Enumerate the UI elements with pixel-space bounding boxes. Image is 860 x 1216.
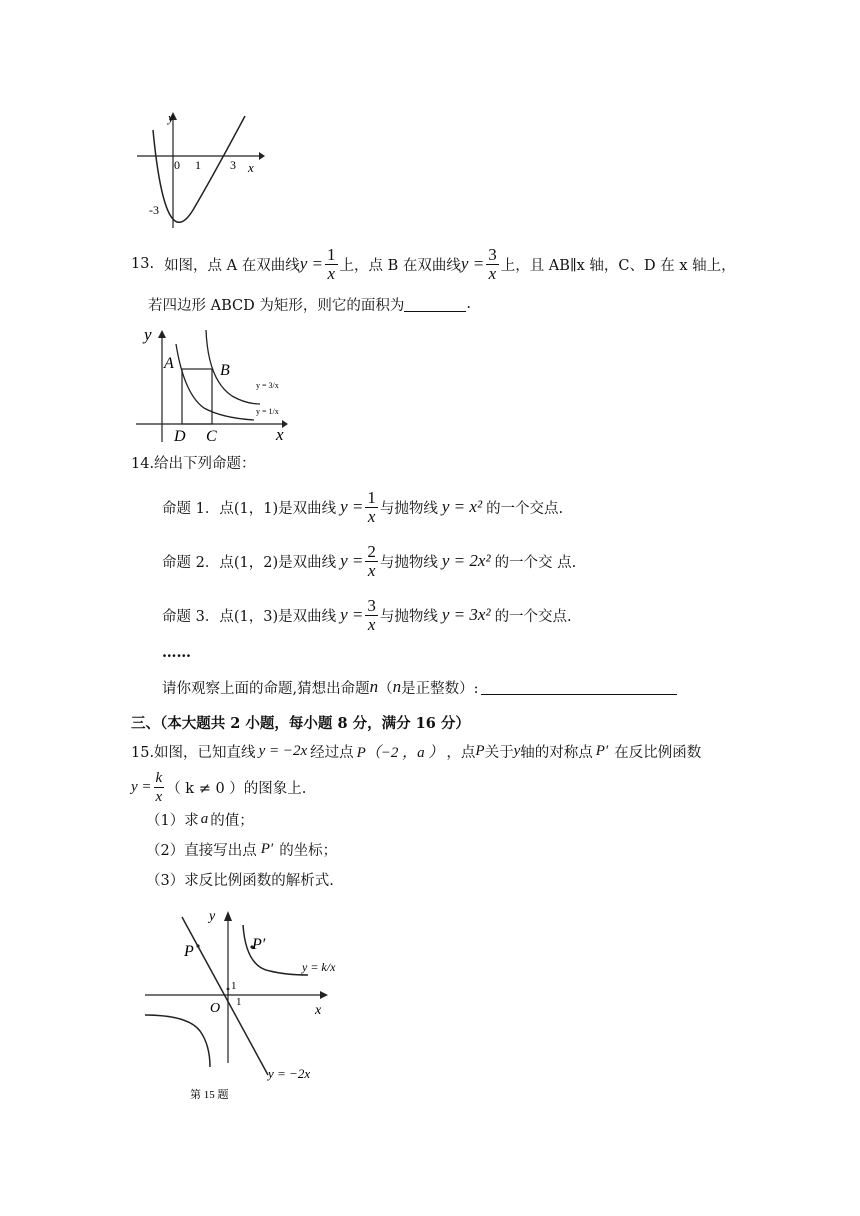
q14-p3-mid: 与抛物线 [379, 608, 438, 625]
curve-label-1-over-x: y = 1/x [256, 407, 279, 416]
q15-line-2: y = $\frac{k}{x}$ （ k ≠ 0 ）的图象上. [131, 769, 307, 805]
q15-l1-end: 在反比例函数 [614, 744, 702, 761]
q14-p3-post: 的一个交点. [494, 608, 572, 625]
q14-p1-post: 的一个交点. [486, 500, 564, 517]
point-D-label: D [174, 428, 186, 444]
q14-p2-fraction: $\frac{2}{x}$ [367, 541, 376, 580]
x-axis-label: x [315, 1003, 322, 1018]
q14-p2-text: 命题 2．点(1，2)是双曲线 [162, 554, 337, 571]
tick-label-3: 3 [230, 158, 236, 172]
q15-l1-pre: 15.如图，已知直线 [131, 744, 256, 761]
q14-p2-parabola: y = 2x² [441, 551, 491, 570]
q15-l1-post: 轴的对称点 [520, 744, 593, 761]
q14-p1-mid: 与抛物线 [379, 500, 438, 517]
tick-label-y-1: 1 [231, 980, 237, 992]
q13-text-3: 上，且 AB∥x 轴，C、D 在 x 轴上， [500, 257, 736, 274]
hyperbola-rectangle-figure [136, 322, 296, 444]
q13-line-2 [148, 294, 471, 314]
parabola-figure [135, 108, 265, 230]
section-3-title: 三、（本大题共 2 小题，每小题 8 分，满分 16 分） [131, 715, 470, 732]
tick-label-x-1: 1 [236, 996, 242, 1008]
q13-number: 13. [131, 256, 155, 272]
q13-formula-1-fraction: $\frac{1}{x}$ [327, 244, 336, 283]
line-label: y = −2x [268, 1066, 311, 1081]
y-axis-label: y [168, 110, 174, 125]
q15-sub-2: （2）直接写出点 P′ 的坐标； [146, 840, 338, 859]
q15-l1-y: y [513, 742, 521, 759]
q15-l1-Pprime: P′ [595, 742, 609, 759]
q14-p2-post: 的一个交 点. [494, 554, 577, 571]
q14-ellipsis: …… [162, 644, 191, 661]
q15-l1-mid2: ，点 [446, 744, 476, 761]
q14-p3-text: 命题 3．点(1，3)是双曲线 [162, 608, 337, 625]
q14-ask-post: 是正整数）: [401, 680, 479, 697]
y-axis-label: y [144, 325, 152, 344]
q13-text-2: 上，点 B 在双曲线 [339, 257, 461, 274]
q13-line-1 [131, 244, 736, 284]
q13-answer-blank[interactable] [404, 297, 466, 312]
point-Pprime-label: P′ [252, 936, 266, 953]
y-axis-label: y [209, 909, 216, 924]
q15-point-P: P（−2 ，a ） [356, 744, 444, 761]
q15-sub-3: （3）求反比例函数的解析式. [146, 872, 334, 889]
origin-label: 0 [174, 158, 180, 172]
origin-label: O [210, 1001, 221, 1016]
point-C-label: C [206, 428, 217, 444]
q14-ask-paren: （ [378, 680, 393, 697]
q14-title: 14.给出下列命题： [131, 456, 256, 472]
point-P-label: P [184, 943, 194, 960]
x-axis-label: x [248, 160, 254, 175]
q14-ask-n: n [369, 677, 379, 696]
q14-ask-text: 请你观察上面的命题,猜想出命题 [162, 680, 370, 697]
q14-p1-text: 命题 1．点(1，1)是双曲线 [162, 500, 337, 517]
q14-ask-n2: n [392, 677, 402, 696]
q15-sub-1: （1）求 a 的值； [146, 810, 254, 829]
q15-line-1 [131, 740, 701, 762]
q15-l1-P: P [475, 742, 485, 759]
q14-p1-fraction: $\frac{1}{x}$ [367, 487, 376, 526]
curve-label-k-over-x: y = k/x [302, 960, 336, 974]
q13-text-5: . [466, 296, 471, 312]
tick-label-1: 1 [195, 158, 201, 172]
q14-proposition-3: 命题 3．点(1，3)是双曲线 y = $\frac{3}{x}$ 与抛物线 y = 3x² 的一个交点. [162, 595, 572, 634]
q14-p1-parabola: y = x² [441, 497, 483, 516]
q14-p2-mid: 与抛物线 [379, 554, 438, 571]
figure-caption: 第 15 题 [190, 1089, 229, 1101]
tick-label-minus3: -3 [149, 203, 159, 217]
curve-label-3-over-x: y = 3/x [256, 381, 279, 390]
q15-figure [140, 905, 350, 1105]
x-axis-label: x [276, 425, 284, 444]
q14-p3-parabola: y = 3x² [441, 605, 491, 624]
q14-answer-blank[interactable] [481, 680, 677, 695]
q14-proposition-1: 命题 1．点(1，1)是双曲线 y = $\frac{1}{x}$ 与抛物线 y = x² 的一个交点. [162, 487, 564, 526]
q14-proposition-2: 命题 2．点(1，2)是双曲线 y = $\frac{2}{x}$ 与抛物线 y = 2x² 的一个交 点. [162, 541, 577, 580]
q15-line-equation: y = −2x [258, 742, 308, 759]
q15-k-over-x: $\frac{k}{x}$ [155, 769, 163, 805]
q15-l1-mid: 经过点 [310, 744, 354, 761]
q15-l1-mid3: 关于 [484, 744, 514, 761]
q14-question [162, 676, 677, 698]
q13-formula-2-fraction: $\frac{3}{x}$ [488, 244, 497, 283]
q13-text-4: 若四边形 ABCD 为矩形，则它的面积为 [148, 297, 405, 314]
point-A-label: A [164, 355, 174, 372]
q13-formula-2-lhs: y = [460, 254, 485, 273]
point-B-label: B [220, 362, 230, 379]
q13-text-1: 如图，点 A 在双曲线 [164, 257, 300, 274]
q13-formula-1-lhs: y = [299, 254, 324, 273]
q15-l2-cond: （ k ≠ 0 ）的图象上. [166, 780, 307, 797]
q14-p3-fraction: $\frac{3}{x}$ [367, 595, 376, 634]
